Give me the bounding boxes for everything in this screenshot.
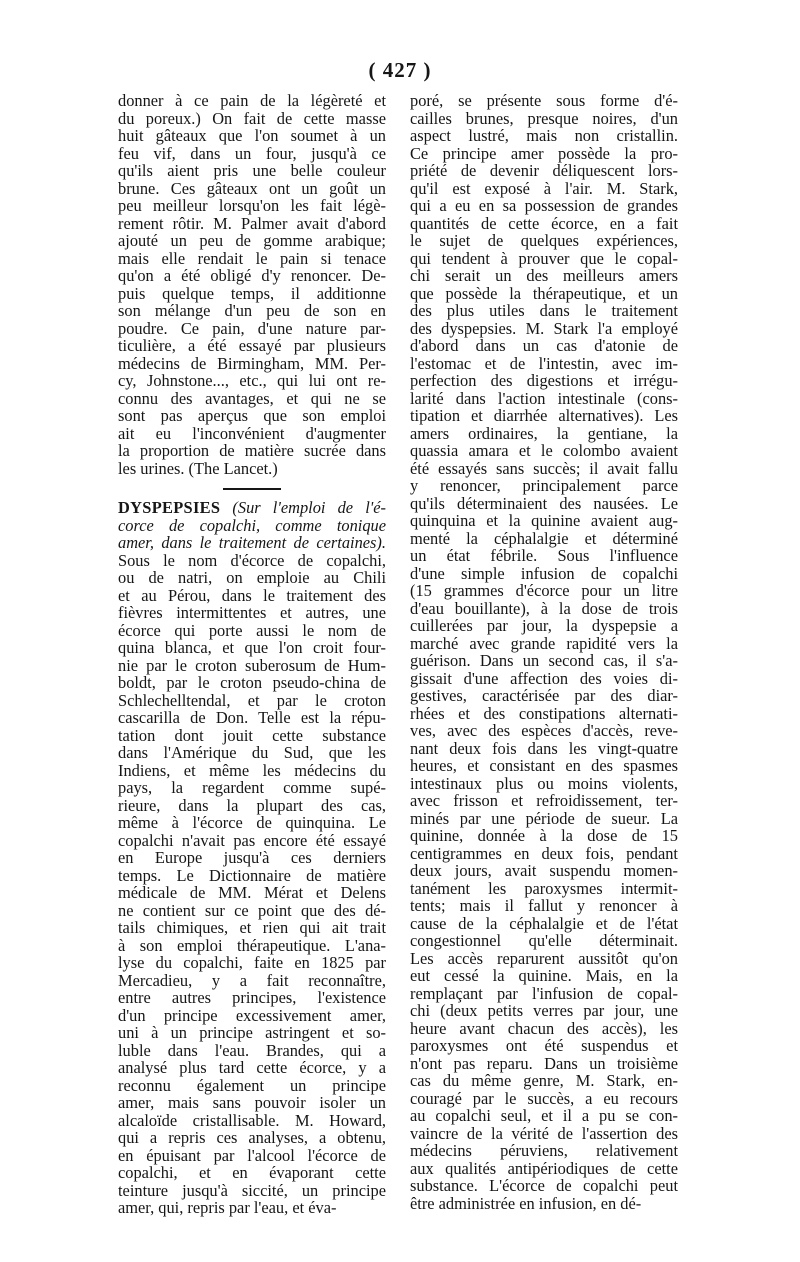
- text-line: minés par une période de sueur. La: [410, 808, 678, 828]
- text-line: amer, qui, repris par l'eau, et éva-: [118, 1198, 337, 1217]
- text-line: remplaçant par l'infusion de copal-: [410, 983, 678, 1003]
- text-line: fièvres intermittentes et autres, une: [118, 603, 386, 622]
- text-line: tanément les paroxysmes intermit-: [410, 878, 678, 898]
- text-line: qui a repris ces analyses, a obtenu,: [118, 1128, 386, 1147]
- text-line: d'un principe excessivement amer,: [118, 1005, 386, 1025]
- text-line: alcaloïde cristallisable. M. Howard,: [118, 1110, 386, 1130]
- text-line: des plus utiles dans le traitement: [410, 301, 678, 320]
- text-line: larité dans l'action intestinale (cons-: [410, 388, 678, 408]
- left-column: [118, 92, 386, 1217]
- text-line: chi (deux petits verres par jour, une: [410, 1001, 678, 1020]
- text-line: au copalchi seul, et il a pu se con-: [410, 1106, 678, 1125]
- text-line: d'abord dans un cas d'atonie de: [410, 336, 678, 355]
- text-line: brune. Ces gâteaux ont un goût un: [118, 178, 386, 198]
- page-number: ( 427 ): [368, 58, 432, 82]
- text-line: analysé plus tard cette écorce, y a: [118, 1058, 386, 1077]
- text-line: mais elle rendait le pain si tenace: [118, 248, 386, 268]
- text-line: cas du même genre, M. Stark, en-: [410, 1071, 678, 1090]
- text-line: donner à ce pain de la légèreté et: [118, 91, 386, 110]
- text-line: quinine, donnée à la dose de 15: [410, 826, 678, 845]
- text-line: deux jours, avait suspendu momen-: [410, 861, 678, 880]
- text-line: quinquina et la quinine avaient aug-: [410, 511, 678, 530]
- text-line: qui a eu en sa possession de grandes: [410, 196, 678, 215]
- text-line: d'une simple infusion de copalchi: [410, 563, 678, 583]
- text-line: feu vif, dans un four, jusqu'à ce: [118, 143, 386, 163]
- text-line: d'eau bouillante), à la dose de trois: [410, 598, 678, 618]
- text-line: reconnu également un principe: [118, 1075, 386, 1095]
- text-line: même à l'écorce de quinquina. Le: [118, 813, 386, 832]
- text-line: en Europe jusqu'à ces derniers: [118, 848, 386, 867]
- text-line: été essayés sans succès; il avait fallu: [410, 458, 678, 478]
- text-line: Indiens, et même les médecins du: [118, 760, 386, 780]
- text-line: amer, mais sans pouvoir isoler un: [118, 1093, 386, 1112]
- text-line: copalchi n'avait pas encore été essayé: [118, 830, 386, 850]
- text-line: Schlechelltendal, et par le croton: [118, 690, 386, 710]
- text-line: avec frisson et refroidissement, ter-: [410, 791, 678, 810]
- text-line: cy, Johnstone..., etc., qui lui ont re-: [118, 371, 386, 390]
- text-line: tails chimiques, et rien qui ait trait: [118, 918, 386, 937]
- text-line: cascarilla de Don. Telle est la répu-: [118, 708, 386, 727]
- article-body: [118, 552, 386, 1217]
- text-line: boldt, par le croton pseudo-china de: [118, 673, 386, 692]
- right-column: [410, 92, 678, 1212]
- text-line: qu'il est exposé à l'air. M. Stark,: [410, 178, 678, 198]
- text-line: intestinaux plus ou moins violents,: [410, 773, 678, 793]
- text-line: aux qualités antipériodiques de cette: [410, 1158, 678, 1178]
- text-line: tents; mais il fallut y renoncer à: [410, 896, 678, 915]
- text-line: pays, la regardent comme supé-: [118, 778, 386, 797]
- text-line: luble dans l'eau. Brandes, qui a: [118, 1040, 386, 1060]
- text-line: en épuisant par l'alcool l'écorce de: [118, 1145, 386, 1165]
- article-heading-line: [118, 499, 386, 517]
- text-line: Sous le nom d'écorce de copalchi,: [118, 550, 386, 570]
- text-line: entre autres principes, l'existence: [118, 988, 386, 1007]
- text-line: tation dont jouit cette substance: [118, 725, 386, 745]
- text-line: eut cessé la quinine. Mais, en la: [410, 966, 678, 985]
- text-line: sont pas aperçus que son emploi: [118, 406, 386, 425]
- text-line: perfection des digestions et irrégu-: [410, 371, 678, 390]
- text-line: à son emploi thérapeutique. L'ana-: [118, 935, 386, 955]
- text-line: couragé par le succès, a eu recours: [410, 1088, 678, 1108]
- text-line: (15 grammes d'écorce pour un litre: [410, 581, 678, 600]
- text-line: uni à un principe astringent et so-: [118, 1023, 386, 1042]
- text-line: la proportion de matière sucrée dans: [118, 441, 386, 460]
- text-line: cuillerées par jour, la dyspepsie a: [410, 616, 678, 635]
- text-line: médecins péruviens, relativement: [410, 1141, 678, 1160]
- article-heading-subtitle: (Sur l'emploi de l'é-: [220, 498, 386, 517]
- text-line: médicale de MM. Mérat et Delens: [118, 883, 386, 902]
- text-line: ticulière, a été essayé par plusieurs: [118, 336, 386, 355]
- text-line: le sujet de quelques expériences,: [410, 231, 678, 250]
- text-line: temps. Le Dictionnaire de matière: [118, 865, 386, 885]
- text-line: substance. L'écorce de copalchi peut: [410, 1176, 678, 1195]
- text-line: congestionnel qu'elle déterminait.: [410, 931, 678, 950]
- text-line: heures, et consistant en des spasmes: [410, 756, 678, 775]
- text-line: Mercadieu, y a fait reconnaître,: [118, 970, 386, 990]
- text-line: médecins de Birmingham, MM. Per-: [118, 353, 386, 373]
- article-dyspepsies: [118, 499, 386, 1217]
- text-line: être administrée en infusion, en dé-: [410, 1193, 642, 1213]
- article-heading-line: corce de copalchi, comme tonique: [118, 515, 386, 535]
- text-line: amers ordinaires, la gentiane, la: [410, 423, 678, 443]
- text-line: cailles brunes, presque noires, d'un: [410, 108, 678, 128]
- text-line: Les accès reparurent aussitôt qu'on: [410, 948, 678, 968]
- text-line: ait eu l'inconvénient d'augmenter: [118, 423, 386, 443]
- text-line: peu meilleur lorsqu'on les fait légè-: [118, 196, 386, 215]
- text-line: gestives, caractérisée par des diar-: [410, 686, 678, 705]
- text-line: les urines. (The Lancet.): [118, 458, 278, 478]
- text-line: heure avant chacun des accès), les: [410, 1018, 678, 1038]
- text-line: quina blanca, et que l'on croit four-: [118, 638, 386, 657]
- text-line: qui tendent à prouver que le copal-: [410, 248, 678, 268]
- text-line: puis quelque temps, il additionne: [118, 283, 386, 303]
- text-line: que possède la thérapeutique, et un: [410, 283, 678, 303]
- text-line: ves, avec des espèces d'accès, reve-: [410, 721, 678, 740]
- previous-article-end: [118, 92, 386, 477]
- text-line: aspect lustré, mais non cristallin.: [410, 126, 678, 145]
- text-line: y renoncer, principalement parce: [410, 476, 678, 495]
- text-line: qu'ils déterminaient des nausées. Le: [410, 493, 678, 513]
- text-line: vaincre de la vérité de l'assertion des: [410, 1123, 678, 1143]
- text-line: du poreux.) On fait de cette masse: [118, 108, 386, 128]
- text-line: quantités de cette écorce, en a fait: [410, 213, 678, 233]
- text-line: nie par le croton suberosum de Hum-: [118, 655, 386, 675]
- text-line: des dyspepsies. M. Stark l'a employé: [410, 318, 678, 338]
- text-line: rieure, dans la plupart des cas,: [118, 795, 386, 815]
- text-line: marché avec grande rapidité vers la: [410, 633, 678, 653]
- text-line: paroxysmes ont été suspendus et: [410, 1036, 678, 1055]
- text-line: huit gâteaux que l'on soumet à un: [118, 126, 386, 145]
- section-divider: [223, 488, 281, 490]
- text-line: n'ont pas reparu. Dans un troisième: [410, 1053, 678, 1073]
- text-line: poudre. Ce pain, d'une nature par-: [118, 318, 386, 338]
- text-line: connu des avantages, et qui ne se: [118, 388, 386, 408]
- article-heading-line: amer, dans le traitement de certaines).: [118, 533, 386, 552]
- text-line: ajouté un peu de gomme arabique;: [118, 231, 386, 250]
- text-line: cause de la céphalalgie et de l'état: [410, 913, 678, 933]
- text-line: centigrammes en deux fois, pendant: [410, 843, 678, 863]
- text-line: et au Pérou, dans le traitement des: [118, 585, 386, 605]
- text-line: priété de devenir déliquescent lors-: [410, 161, 678, 180]
- text-line: menté la céphalalgie et déterminé: [410, 528, 678, 548]
- text-line: qu'ils aient pris une belle couleur: [118, 161, 386, 180]
- text-line: lyse du copalchi, faite en 1825 par: [118, 953, 386, 972]
- text-line: ou de natri, on emploie au Chili: [118, 568, 386, 587]
- text-line: nant deux fois dans les vingt-quatre: [410, 738, 678, 758]
- text-line: gissait d'une affection des voies di-: [410, 668, 678, 688]
- text-line: qu'on a été obligé d'y renoncer. De-: [118, 266, 386, 285]
- text-line: copalchi, et en évaporant cette: [118, 1163, 386, 1182]
- text-line: poré, se présente sous forme d'é-: [410, 91, 678, 110]
- text-line: l'estomac et de l'intestin, avec im-: [410, 353, 678, 373]
- text-line: écorce qui porte aussi le nom de: [118, 620, 386, 640]
- text-line: rement rôtir. M. Palmer avait d'abord: [118, 213, 386, 233]
- text-line: teinture jusqu'à siccité, un principe: [118, 1180, 386, 1200]
- text-line: son mélange d'un peu de son en: [118, 301, 386, 320]
- text-line: chi serait un des meilleurs amers: [410, 266, 678, 285]
- text-line: ne contient sur ce point que des dé-: [118, 900, 386, 920]
- text-line: un état fébrile. Sous l'influence: [410, 546, 678, 565]
- text-line: dans l'Amérique du Sud, que les: [118, 743, 386, 762]
- text-line: guérison. Dans un second cas, il s'a-: [410, 651, 678, 670]
- text-line: quassia amara et le colombo avaient: [410, 441, 678, 460]
- text-line: Ce principe amer possède la pro-: [410, 143, 678, 163]
- article-heading-word: DYSPEPSIES: [118, 498, 221, 517]
- text-line: rhées et des constipations alternati-: [410, 703, 678, 723]
- text-line: tipation et diarrhée alternatives). Les: [410, 406, 678, 425]
